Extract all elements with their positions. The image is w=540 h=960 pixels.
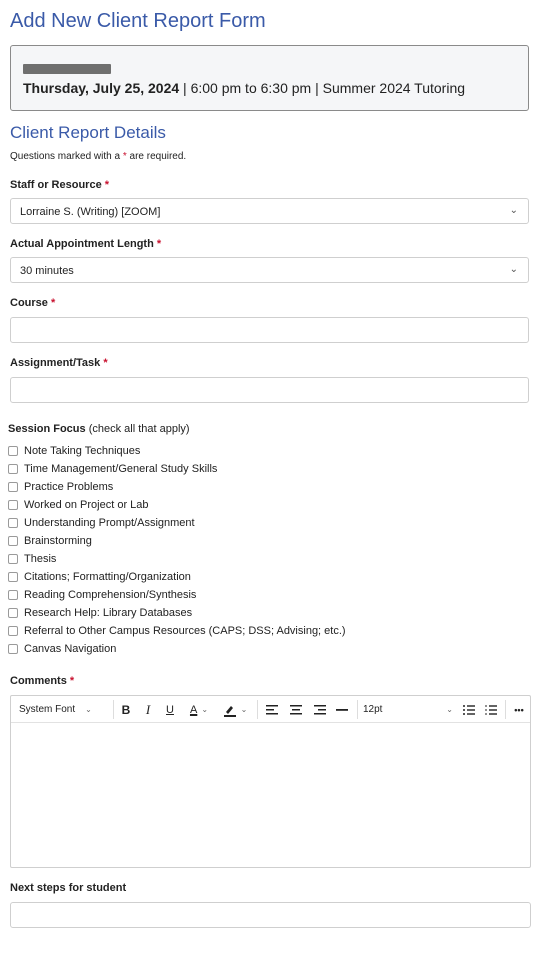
numbered-list-icon [485,705,497,715]
focus-option-label: Canvas Navigation [24,643,117,655]
checkbox[interactable] [8,572,18,582]
comments-label-text: Comments [10,675,67,687]
focus-option-label: Reading Comprehension/Synthesis [24,589,197,601]
checkbox[interactable] [8,536,18,546]
focus-option-label: Research Help: Library Databases [24,607,193,619]
align-left-icon [266,705,278,715]
font-size-value: 12pt [363,704,383,715]
align-center-button[interactable] [285,696,307,723]
appointment-details: | 6:00 pm to 6:30 pm | Summer 2024 Tutoring [179,80,466,96]
checkbox[interactable] [8,554,18,564]
focus-option-10[interactable] [8,622,346,640]
chevron-down-icon: ⌄ [446,705,453,714]
required-note-prefix: Questions marked with a [10,151,123,162]
focus-option-label: Thesis [24,553,57,565]
toolbar-divider [257,700,258,719]
text-color-button[interactable] [183,696,215,723]
required-star: * [104,179,110,191]
focus-option-label: Understanding Prompt/Assignment [24,517,195,529]
focus-option-label: Practice Problems [24,481,114,493]
length-label-text: Actual Appointment Length [10,238,154,250]
focus-option-label: Worked on Project or Lab [24,499,149,511]
font-family-value: System Font [19,704,76,715]
focus-option-0[interactable] [8,442,140,460]
focus-option-8[interactable] [8,586,196,604]
focus-option-11[interactable] [8,640,116,658]
page-title: Add New Client Report Form [10,10,266,32]
bullet-list-button[interactable] [459,696,479,723]
session-focus-hint: (check all that apply) [85,423,190,435]
focus-option-label: Referral to Other Campus Resources (CAPS; DSS; Advising; etc.) [24,625,346,637]
checkbox[interactable] [8,626,18,636]
appointment-date: Thursday, July 25, 2024 [23,80,180,96]
focus-option-label: Brainstorming [24,535,92,547]
required-note [10,151,186,162]
required-note-suffix: are required. [126,151,187,162]
required-star: * [69,675,75,687]
chevron-down-icon: ⌄ [509,264,518,275]
horizontal-rule-button[interactable] [331,696,353,723]
align-right-button[interactable] [309,696,331,723]
session-focus-title: Session Focus [8,423,86,435]
staff-select-value: Lorraine S. (Writing) [ZOOM] [20,206,161,218]
editor-toolbar [11,696,530,723]
toolbar-divider [357,700,358,719]
session-focus-label [8,423,190,435]
focus-option-9[interactable] [8,604,192,622]
course-input[interactable] [10,317,529,343]
font-family-select[interactable] [19,696,109,723]
appointment-summary [10,45,529,111]
toolbar-divider [505,700,506,719]
chevron-down-icon: ⌄ [85,705,92,714]
italic-button[interactable]: I [145,701,151,717]
chevron-down-icon: ⌄ [201,705,209,714]
checkbox[interactable] [8,464,18,474]
font-size-select[interactable] [363,696,455,723]
focus-option-label: Note Taking Techniques [24,445,141,457]
bold-button[interactable]: B [121,702,131,717]
next-steps-label: Next steps for student [10,882,127,894]
more-options-button[interactable]: ••• [514,704,524,715]
focus-option-2[interactable] [8,478,113,496]
comments-editor[interactable] [10,695,531,868]
highlighter-icon [223,703,237,717]
length-select-value: 30 minutes [20,265,74,277]
focus-option-7[interactable] [8,568,191,586]
course-label-text: Course [10,297,48,309]
length-label [10,238,161,250]
comments-label [10,675,74,687]
required-note-star: * [122,151,127,162]
focus-option-5[interactable] [8,532,92,550]
focus-option-6[interactable] [8,550,56,568]
toolbar-divider [113,700,114,719]
checkbox[interactable] [8,518,18,528]
bullet-list-icon [463,705,475,715]
checkbox[interactable] [8,446,18,456]
checkbox[interactable] [8,482,18,492]
focus-option-label: Time Management/General Study Skills [24,463,218,475]
required-star: * [156,238,162,250]
focus-option-4[interactable] [8,514,195,532]
checkbox[interactable] [8,590,18,600]
staff-label [10,179,109,191]
focus-option-1[interactable] [8,460,217,478]
staff-label-text: Staff or Resource [10,179,102,191]
assignment-input[interactable] [10,377,529,403]
underline-button[interactable]: U [166,703,174,716]
highlight-button[interactable] [217,696,253,723]
appointment-line [23,80,465,96]
length-select[interactable] [10,257,529,283]
required-star: * [50,297,56,309]
required-star: * [103,357,108,369]
chevron-down-icon: ⌄ [240,705,248,714]
horizontal-rule-icon [336,708,348,712]
checkbox[interactable] [8,644,18,654]
checkbox[interactable] [8,608,18,618]
next-steps-input[interactable] [10,902,531,928]
align-right-icon [314,705,326,715]
text-color-icon: A [189,703,198,716]
assignment-label-text: Assignment/Task [10,357,101,369]
focus-option-label: Citations; Formatting/Organization [24,571,191,583]
focus-option-3[interactable] [8,496,149,514]
align-center-icon [290,705,302,715]
assignment-label [10,357,108,369]
section-title: Client Report Details [10,123,166,142]
staff-select[interactable] [10,198,529,224]
redacted-client-name [23,64,111,74]
align-left-button[interactable] [261,696,283,723]
course-label [10,297,55,309]
checkbox[interactable] [8,500,18,510]
chevron-down-icon: ⌄ [509,205,518,216]
numbered-list-button[interactable] [481,696,501,723]
